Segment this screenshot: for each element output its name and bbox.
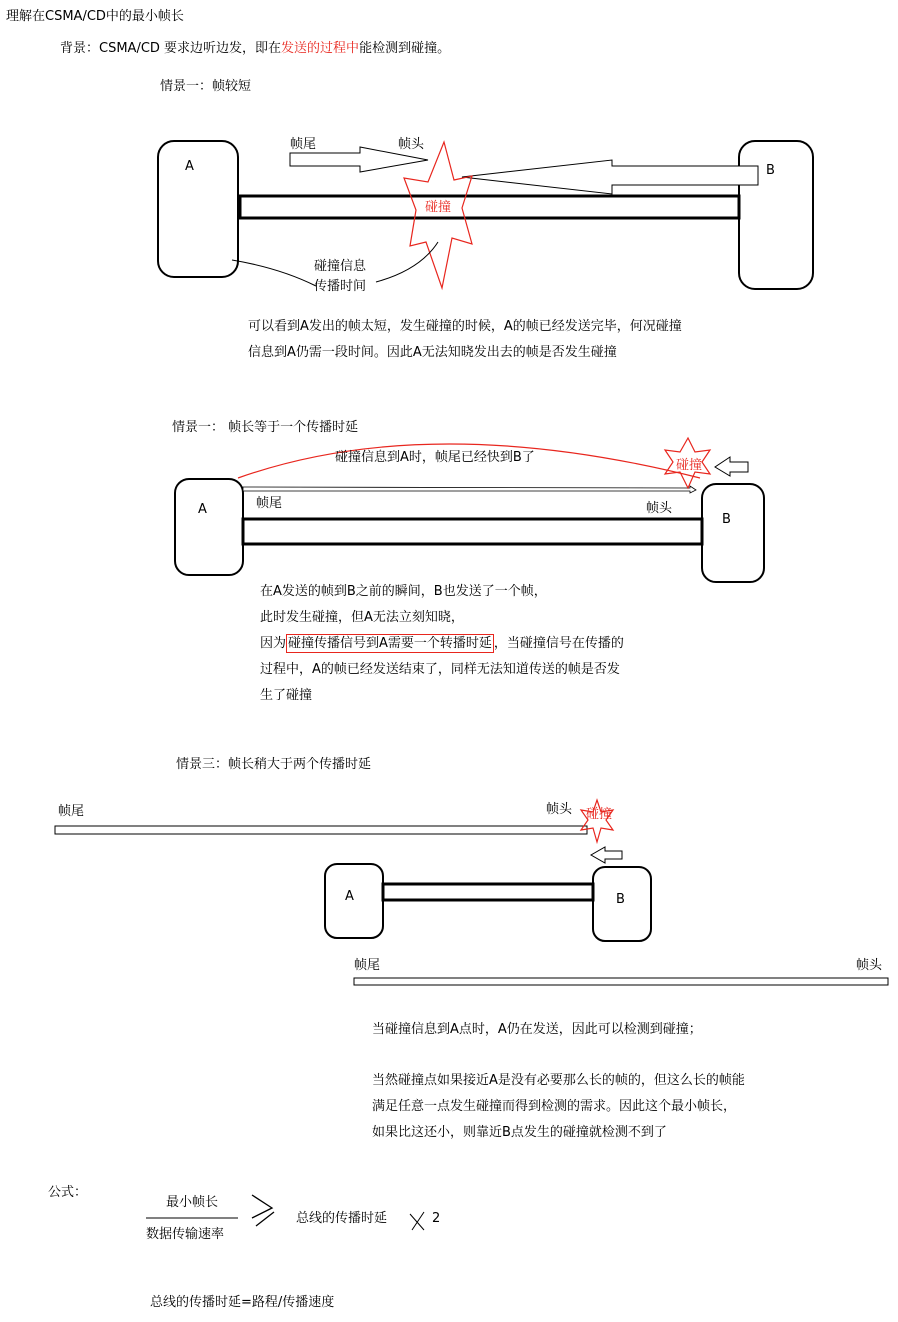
scene1-explanation-line: 信息到A仍需一段时间。因此A无法知晓发出去的帧是否发生碰撞	[248, 345, 617, 360]
scene2-frame-head-label: 帧头	[646, 501, 673, 516]
formula-rhs: 总线的传播时延	[296, 1211, 388, 1226]
scene3-collision-label: 碰撞	[586, 807, 613, 822]
scene2-explanation-line-3	[260, 631, 624, 657]
scene3-explanation-line: 当然碰撞点如果接近A是没有必要那么长的帧的，但这么长的帧能	[372, 1073, 745, 1088]
scene3-explanation-2	[372, 1068, 745, 1146]
scene1-node-a-box	[158, 141, 238, 277]
scene3-explanation-line: 如果比这还小，则靠近B点发生的碰撞就检测不到了	[372, 1125, 667, 1140]
scene3-bus	[383, 884, 593, 900]
formula-label: 公式：	[48, 1185, 88, 1200]
scene2-explanation-line: 在A发送的帧到B之前的瞬间，B也发送了一个帧，	[260, 584, 547, 599]
scene2-arc-label: 碰撞信息到A时，帧尾已经快到B了	[335, 450, 535, 465]
scene2-bus	[243, 519, 702, 544]
scene1-frame-b-arrow	[462, 160, 758, 194]
scene1-node-b-label: B	[766, 163, 775, 178]
scene1-node-b-box	[739, 141, 813, 289]
scene2-explanation-line: 生了碰撞	[260, 688, 313, 703]
scene3-top-frame-tail-label: 帧尾	[58, 804, 85, 819]
formula-multiply-sign	[410, 1212, 424, 1230]
scene3-bottom-frame-tail-label: 帧尾	[354, 958, 381, 973]
scene1-frame-tail-label: 帧尾	[290, 137, 317, 152]
formula-greater-sign	[252, 1195, 272, 1218]
scene1-node-a-label: A	[185, 159, 194, 174]
scene1-propagation-label-2: 传播时间	[314, 279, 367, 294]
scene2-node-a-box	[175, 479, 243, 575]
scene2-line3-suffix: ，当碰撞信号在传播的	[493, 636, 624, 651]
scene1-explanation	[248, 314, 682, 366]
formula-definition: 总线的传播时延=路程/传播速度	[150, 1295, 335, 1310]
scene2-frame-tail-label: 帧尾	[256, 496, 283, 511]
scene2-explanation	[260, 579, 624, 709]
scene1-collision-label: 碰撞	[425, 200, 452, 215]
scene2-heading: 情景一： 帧长等于一个传播时延	[172, 420, 359, 435]
scene3-explanation-line: 满足任意一点发生碰撞而得到检测的需求。因此这个最小帧长，	[372, 1099, 737, 1114]
page-title: 理解在CSMA/CD中的最小帧长	[6, 9, 184, 24]
scene2-line3-prefix: 因为	[260, 636, 287, 651]
scene3-node-b-label: B	[616, 892, 625, 907]
scene2-node-a-label: A	[198, 502, 207, 517]
scene3-bottom-frame-head-label: 帧头	[856, 958, 883, 973]
formula-numerator: 最小帧长	[166, 1195, 219, 1210]
scene1-explanation-line: 可以看到A发出的帧太短，发生碰撞的时候，A的帧已经发送完毕，何况碰撞	[248, 319, 682, 334]
scene2-frame-b-arrow	[715, 457, 748, 476]
scene2-collision-label: 碰撞	[676, 458, 703, 473]
scene2-frame-arrow	[243, 486, 696, 493]
scene1-diagram	[158, 141, 813, 289]
scene2-explanation-line: 此时发生碰撞，但A无法立刻知晓，	[260, 610, 464, 625]
scene3-node-a-box	[325, 864, 383, 938]
scene1-heading: 情景一：帧较短	[160, 79, 252, 94]
scene2-explanation-line: 过程中，A的帧已经发送结束了，同样无法知道传送的帧是否发	[260, 662, 620, 677]
formula-multiplier: 2	[432, 1211, 441, 1226]
scene3-explanation-1: 当碰撞信息到A点时，A仍在发送，因此可以检测到碰撞；	[372, 1022, 702, 1037]
scene3-diagram	[55, 800, 888, 985]
scene2-node-b-box	[702, 484, 764, 582]
background-highlight: 发送的过程中	[281, 41, 360, 56]
scene3-node-a-label: A	[345, 889, 354, 904]
scene1-propagation-label-1: 碰撞信息	[314, 259, 367, 274]
formula-denominator: 数据传输速率	[146, 1227, 225, 1242]
scene3-bottom-frame	[354, 978, 888, 985]
background-suffix: 能检测到碰撞。	[359, 41, 451, 56]
background-prefix: 背景：CSMA/CD 要求边听边发，即在	[60, 41, 282, 56]
scene2-boxed-highlight: 碰撞传播信号到A需要一个转播时延	[288, 636, 492, 651]
scene1-propagation-curve-left	[232, 260, 316, 286]
scene1-bus	[240, 196, 739, 218]
scene3-top-frame	[55, 826, 587, 834]
scene1-frame-head-label: 帧头	[398, 137, 425, 152]
scene3-frame-b-arrow	[591, 847, 622, 863]
scene2-node-b-label: B	[722, 512, 731, 527]
scene3-top-frame-head-label: 帧头	[546, 802, 573, 817]
scene3-heading: 情景三：帧长稍大于两个传播时延	[176, 757, 372, 772]
